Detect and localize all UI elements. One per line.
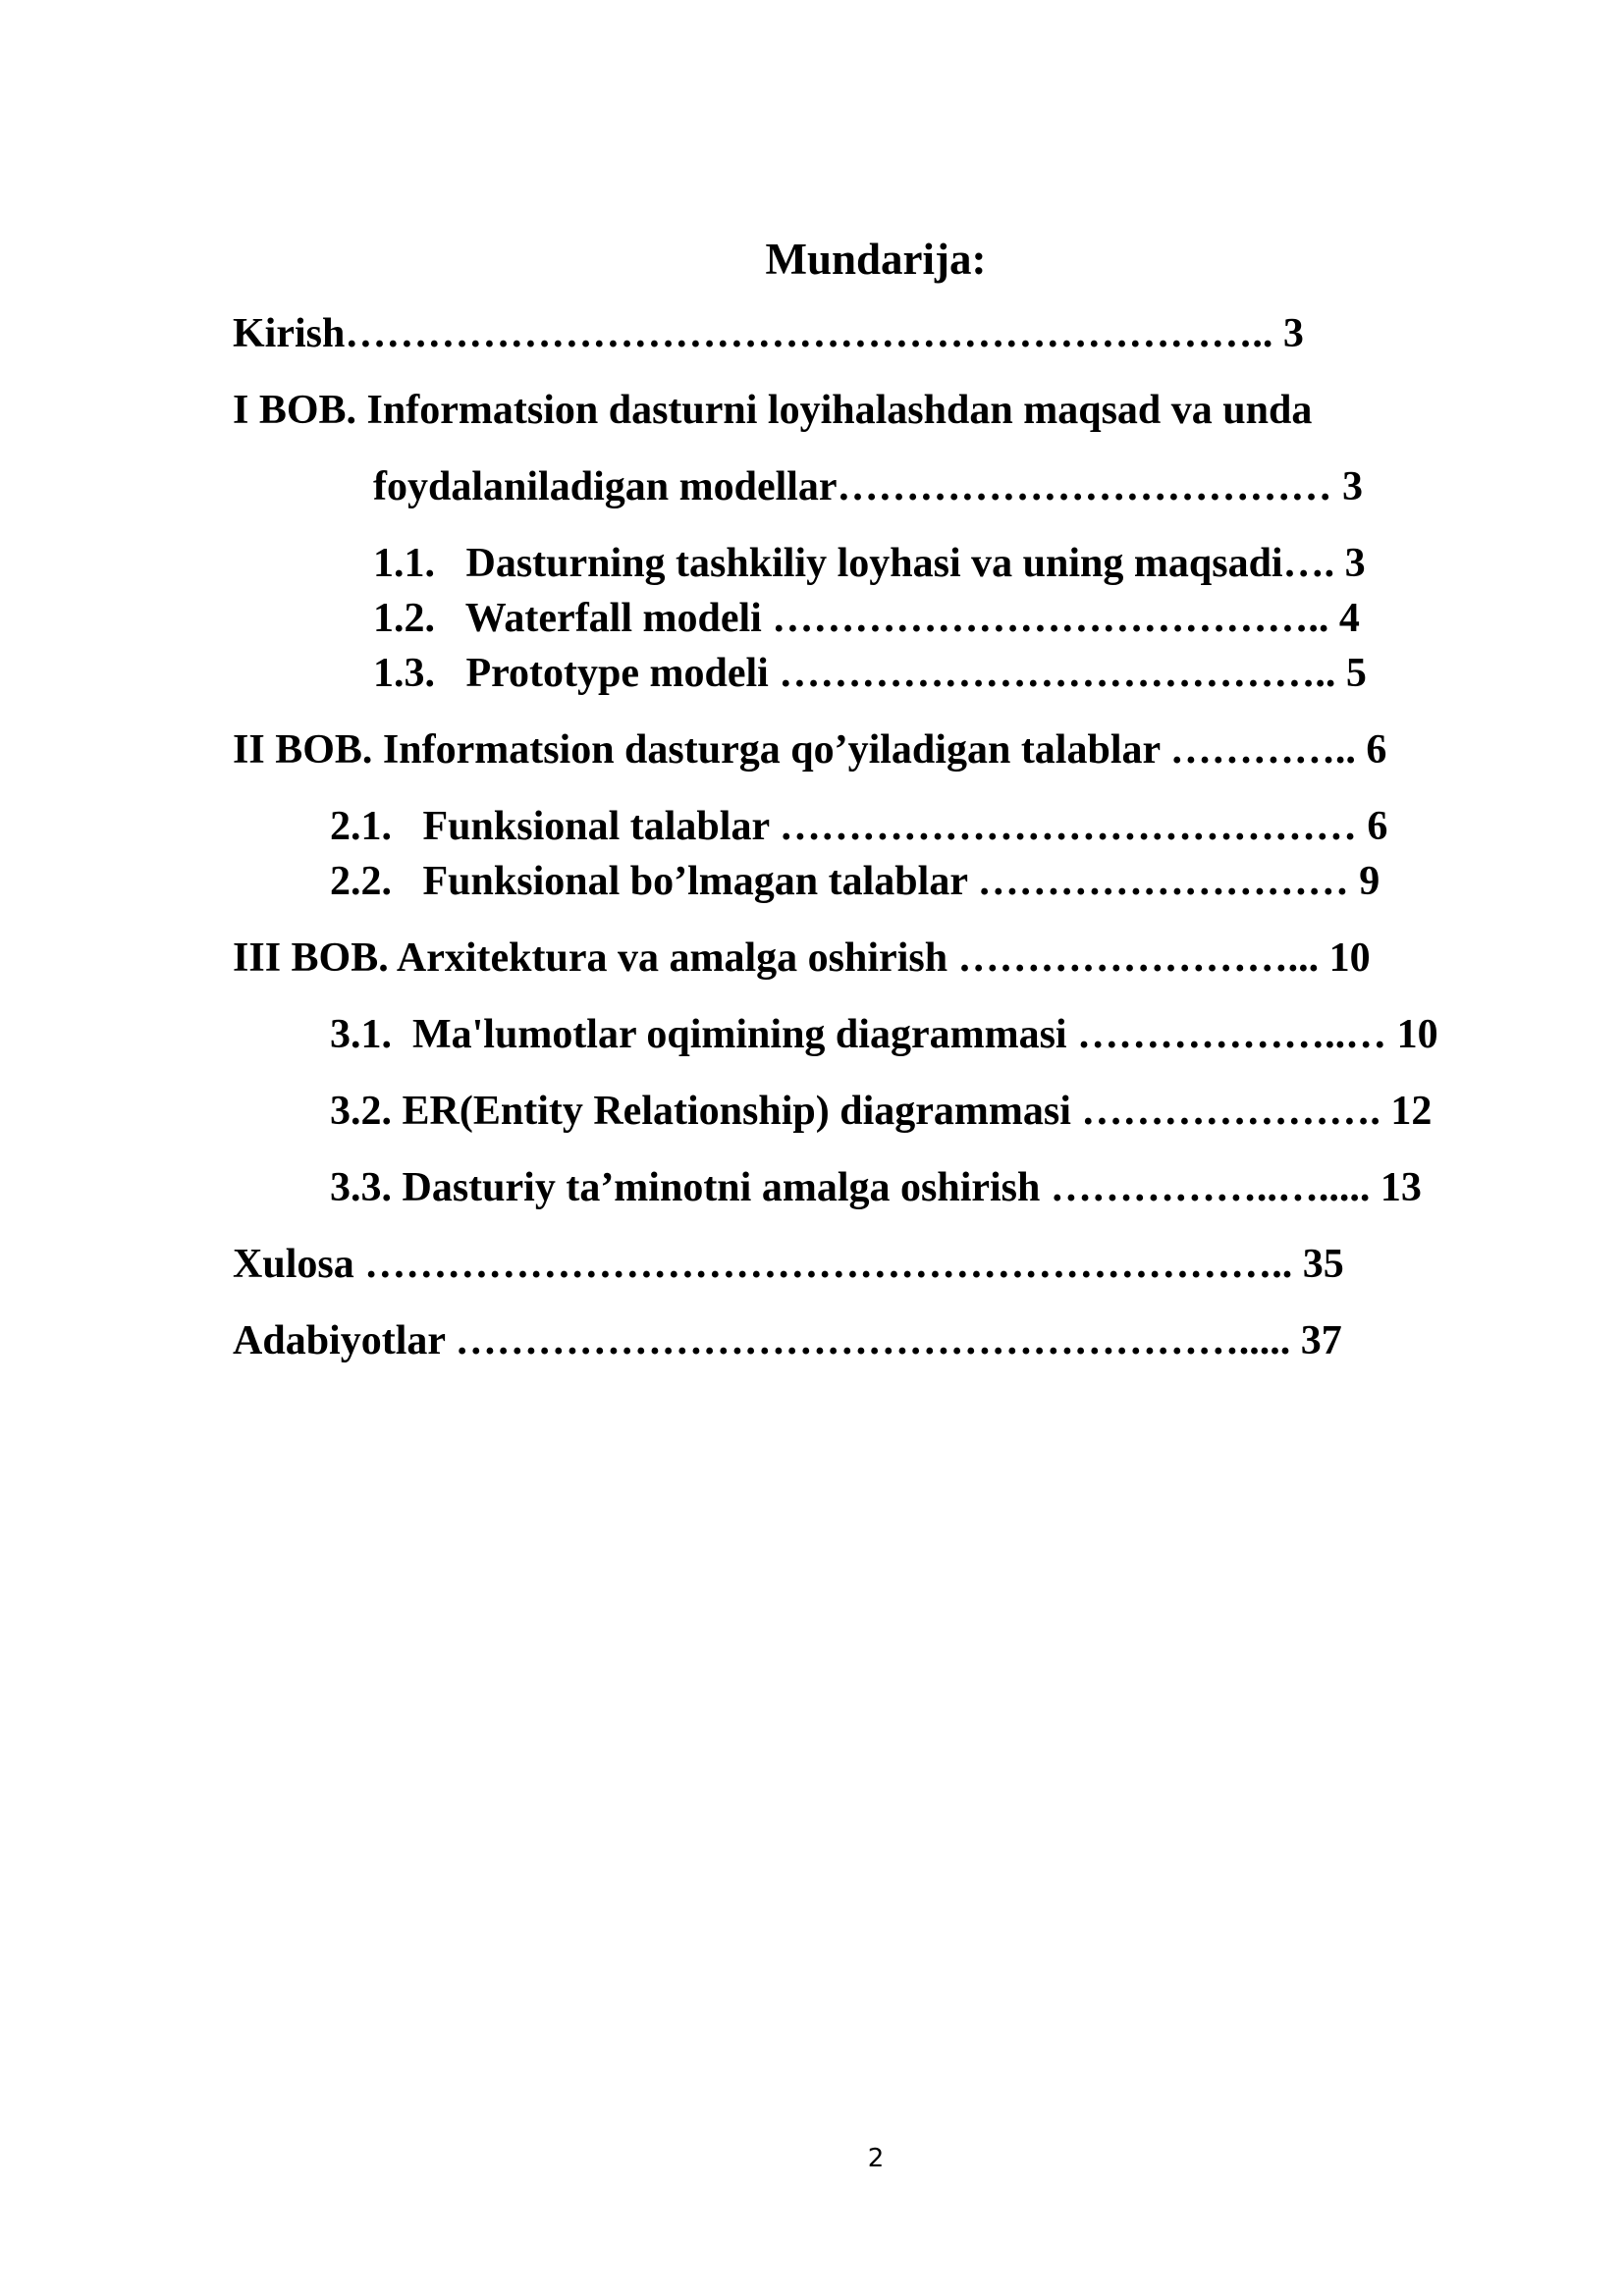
toc-entry-chapter-2: II BOB. Informatsion dasturga qo’yiladigan talablar ………….. 6	[233, 727, 1387, 773]
toc-entry-1-3: 1.3. Prototype modeli ………………………………….. 5	[373, 651, 1367, 696]
toc-entry-3-3: 3.3. Dasturiy ta’minotni amalga oshirish ……………..…..... 13	[330, 1165, 1422, 1210]
toc-entry-2-2: 2.2. Funksional bo’lmagan talablar ……………………… 9	[330, 859, 1380, 904]
toc-entry-2-1: 2.1. Funksional talablar …………………………………… 6	[330, 804, 1388, 849]
toc-entry-kirish: Kirish………………………………………………………….. 3	[233, 311, 1304, 356]
toc-entry-1-1: 1.1. Dasturning tashkiliy loyhasi va uning maqsadi…. 3	[373, 541, 1366, 586]
toc-entry-chapter-1-continued: foydalaniladigan modellar……………………………… 3	[373, 464, 1364, 509]
toc-entry-chapter-3: III BOB. Arxitektura va amalga oshirish ……………………... 10	[233, 935, 1371, 981]
toc-entry-1-2: 1.2. Waterfall modeli ………………………………….. 4	[373, 596, 1360, 641]
toc-entry-3-2: 3.2. ER(Entity Relationship) diagrammasi …………………. 12	[330, 1089, 1433, 1134]
toc-entry-xulosa: Xulosa ………………………………………………………….. 35	[233, 1242, 1344, 1287]
toc-entry-adabiyotlar: Adabiyotlar …………………………………………………..... 37	[233, 1318, 1342, 1363]
toc-title: Mundarija:	[765, 235, 987, 284]
page-number: 2	[867, 2144, 885, 2173]
toc-entry-chapter-1: I BOB. Informatsion dasturni loyihalashdan maqsad va unda	[233, 388, 1313, 433]
toc-entry-3-1: 3.1. Ma'lumotlar oqimining diagrammasi ………………..… 10	[330, 1012, 1438, 1057]
